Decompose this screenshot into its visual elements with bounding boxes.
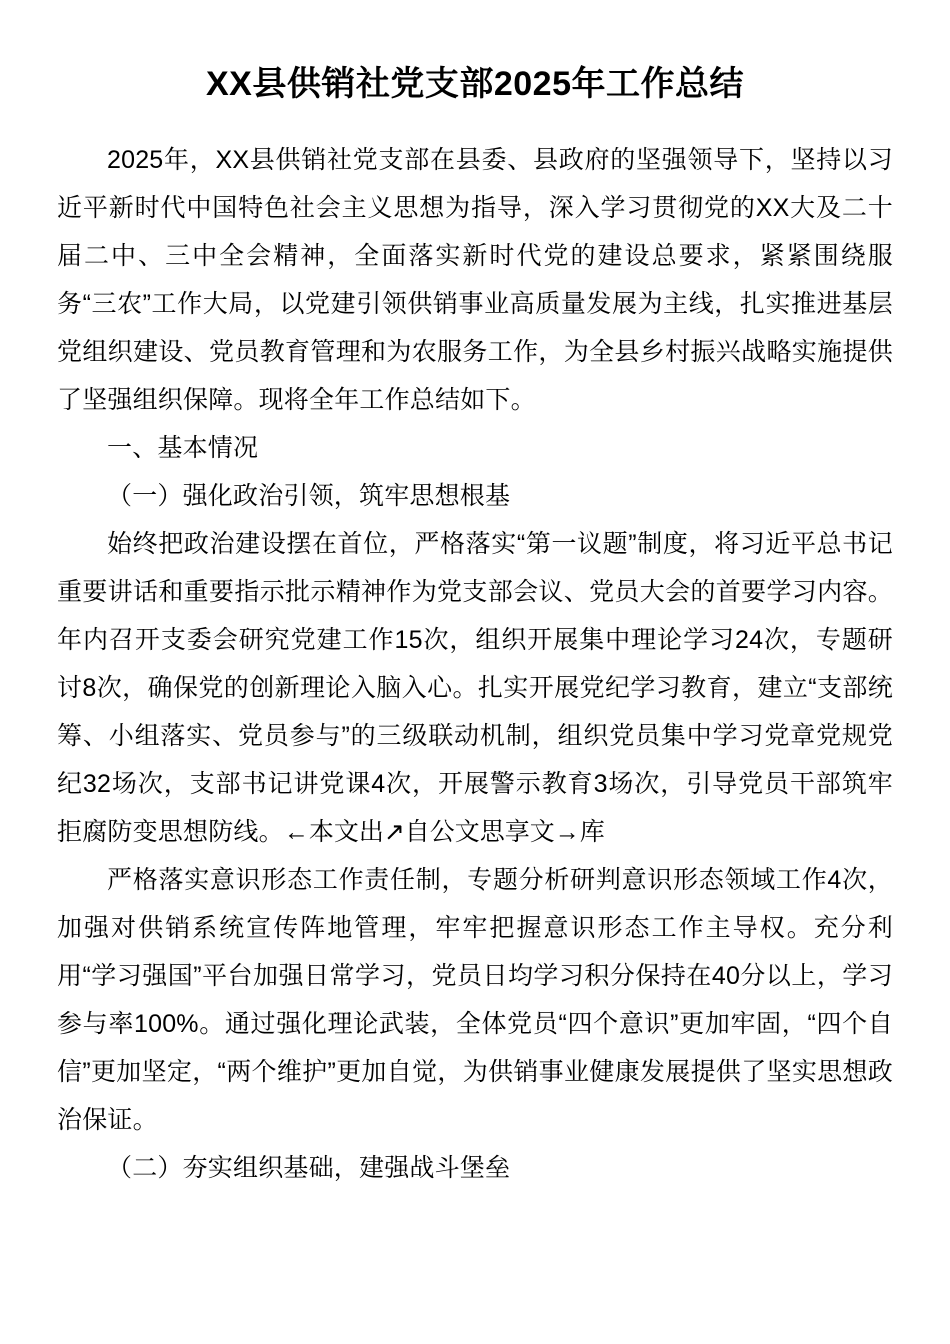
paragraph-political-leadership-text: 始终把政治建设摆在首位，严格落实“第一议题”制度，将习近平总书记重要讲话和重要指示批示精神作为党支部会议、党员大会的首要学习内容。年内召开支委会研究党建工作15次，组织开展集中理论学习24次，专题研讨8次，确保党的创新理论入脑入心。扎实开展党纪学习教育，建立“支部统筹、小组落实、党员参与”的三级联动机制，组织党员集中学习党章党规党纪32场次，支部书记讲党课4次，开展警示教育3场次，引导党员干部筑牢拒腐防变思想防线。: [57, 530, 893, 847]
heading-section-1: 一、基本情况: [107, 434, 259, 463]
heading-subsection-1-1: （一）强化政治引领，筑牢思想根基: [107, 482, 511, 511]
heading-subsection-1-2: （二）夯实组织基础，建强战斗堡垒: [107, 1154, 511, 1183]
paragraph-opening: 2025年，XX县供销社党支部在县委、县政府的坚强领导下，坚持以习近平新时代中国特色社会主义思想为指导，深入学习贯彻党的XX大及二十届二中、三中全会精神，全面落实新时代党的建设总要求，紧紧围绕服务“三农”工作大局，以党建引领供销事业高质量发展为主线，扎实推进基层党组织建设、党员教育管理和为农服务工作，为全县乡村振兴战略实施提供了坚强组织保障。现将全年工作总结如下。: [57, 146, 893, 415]
source-watermark: ←本文出↗自公文思享文→库: [283, 818, 605, 847]
page-title: XX县供销社党支部2025年工作总结: [206, 65, 744, 103]
paragraph-ideology-work: 严格落实意识形态工作责任制，专题分析研判意识形态领域工作4次，加强对供销系统宣传阵地管理，牢牢把握意识形态工作主导权。充分利用“学习强国”平台加强日常学习，党员日均学习积分保持在40分以上，学习参与率100%。通过强化理论武装，全体党员“四个意识”更加牢固，“四个自信”更加坚定，“两个维护”更加自觉，为供销事业健康发展提供了坚实思想政治保证。: [57, 866, 893, 1135]
document-body: [57, 106, 893, 1192]
paragraph-political-leadership: [57, 520, 893, 856]
